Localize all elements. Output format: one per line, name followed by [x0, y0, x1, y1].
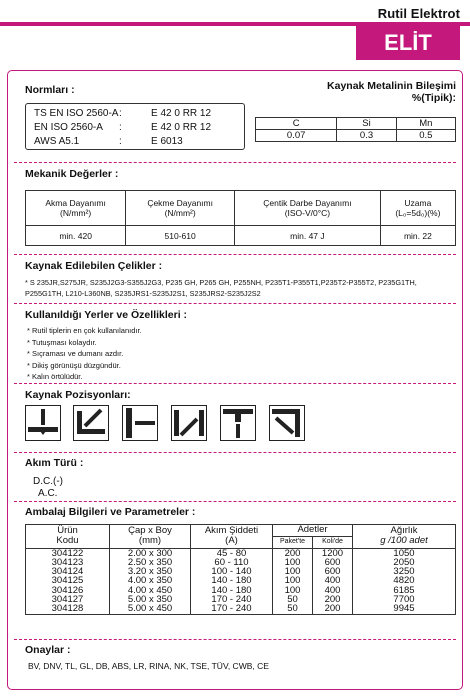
norm-row — [34, 121, 239, 134]
usage-item: * Tutuşması kolaydır. — [27, 337, 97, 347]
table-cell: 5.00 x 350 — [110, 595, 191, 604]
section-divider — [14, 303, 456, 304]
norm-value: E 42 0 RR 12 — [151, 108, 212, 119]
composition-table — [255, 117, 456, 142]
mechanical-header-row — [26, 191, 456, 226]
norm-separator: : — [119, 122, 122, 133]
table-cell: 4820 — [353, 576, 456, 585]
composition-header-row — [256, 118, 456, 130]
mechanical-header-elongation: Uzama (L₀=5d₀)(%) — [380, 191, 455, 226]
table-cell: 2050 — [353, 558, 456, 567]
table-cell: 2.00 x 300 — [110, 548, 191, 558]
positions-title: Kaynak Pozisyonları: — [25, 389, 131, 401]
table-cell: 304123 — [26, 558, 110, 567]
section-divider — [14, 254, 456, 255]
table-cell: 5.00 x 450 — [110, 604, 191, 614]
section-divider — [14, 383, 456, 384]
mechanical-value-elongation: min. 22 — [380, 226, 455, 246]
table-cell: 6185 — [353, 586, 456, 595]
table-cell: 4.00 x 350 — [110, 576, 191, 585]
section-divider — [14, 501, 456, 502]
table-cell: 304125 — [26, 576, 110, 585]
norm-row — [34, 135, 239, 148]
brand-label: ELİT — [356, 26, 460, 60]
table-cell: 200 — [313, 595, 353, 604]
mechanical-table — [25, 190, 456, 246]
vertical-position-icon — [122, 405, 158, 441]
mechanical-header-tensile: Çekme Dayanımı (N/mm²) — [126, 191, 235, 226]
packaging-header-row — [26, 525, 456, 537]
table-cell: 304126 — [26, 586, 110, 595]
composition-value-mn: 0.5 — [396, 130, 455, 142]
norms-box — [25, 103, 245, 150]
table-cell: 100 — [273, 576, 313, 585]
table-cell: 9945 — [353, 604, 456, 614]
usage-item: * Rutil tiplerin en çok kullanılanıdır. — [27, 326, 142, 335]
table-cell: 200 — [313, 604, 353, 614]
table-cell: 140 - 180 — [191, 576, 273, 585]
horizontal-position-icon — [171, 405, 207, 441]
table-cell: 50 — [273, 604, 313, 614]
header-qty-box: Koli'de — [313, 537, 353, 549]
table-cell: 3.20 x 350 — [110, 567, 191, 576]
section-divider — [14, 639, 456, 640]
table-cell: 60 - 110 — [191, 558, 273, 567]
norm-value: E 42 0 RR 12 — [151, 122, 212, 133]
table-cell: 50 — [273, 595, 313, 604]
table-cell: 400 — [313, 576, 353, 585]
mechanical-value-tensile: 510-610 — [126, 226, 235, 246]
mechanical-value-impact: min. 47 J — [235, 226, 381, 246]
section-divider — [14, 162, 456, 163]
current-title: Akım Türü : — [25, 457, 84, 469]
usage-item: * Sıçraması ve dumanı azdır. — [27, 349, 124, 358]
table-cell: 304128 — [26, 604, 110, 614]
table-cell: 140 - 180 — [191, 586, 273, 595]
table-cell: 4.00 x 450 — [110, 586, 191, 595]
approvals-title: Onaylar : — [25, 644, 71, 656]
composition-header-c: C — [256, 118, 337, 130]
norm-standard: TS EN ISO 2560-A — [34, 108, 119, 119]
mechanical-header-yield: Akma Dayanımı (N/mm²) — [26, 191, 126, 226]
mechanical-value-yield: min. 420 — [26, 226, 126, 246]
steels-title: Kaynak Edilebilen Çelikler : — [25, 260, 163, 272]
table-cell: 304127 — [26, 595, 110, 604]
flat-position-icon — [25, 405, 61, 441]
overhead-position-icon — [269, 405, 305, 441]
header-size: Çap x Boy (mm) — [110, 525, 191, 549]
table-cell: 304124 — [26, 567, 110, 576]
packaging-table — [25, 524, 456, 615]
section-divider — [14, 452, 456, 453]
table-cell: 7700 — [353, 595, 456, 604]
overhead-fillet-position-icon — [220, 405, 256, 441]
table-row — [26, 604, 456, 614]
steels-list-text: * S 235JR,S275JR, S235J2G3-S355J2G3, P235 GH, P265 GH, P255NH, P235T1-P355T1,P235T2-P355T2, P235G1TH, P255G1TH, L210-L360NB, S235JRS1-S235J2S1, S235JRS2-S235J2S2 — [25, 278, 417, 298]
table-cell: 600 — [313, 558, 353, 567]
mechanical-header-impact: Çentik Darbe Dayanımı (ISO-V/0°C) — [235, 191, 381, 226]
table-cell: 2.50 x 350 — [110, 558, 191, 567]
usage-list — [27, 325, 142, 383]
norm-row — [34, 107, 239, 120]
mechanical-title: Mekanik Değerler : — [25, 168, 119, 180]
header-current: Akım Şiddeti (A) — [191, 525, 273, 549]
product-type-title: Rutil Elektrot — [377, 6, 460, 21]
current-ac: A.C. — [38, 488, 58, 499]
header-product-code: Ürün Kodu — [26, 525, 110, 549]
header-qty-pack: Paket'te — [273, 537, 313, 549]
composition-value-row — [256, 130, 456, 142]
header-weight: Ağırlık g /100 adet — [353, 525, 456, 549]
usage-item: * Dikiş görünüşü düzgündür. — [27, 360, 121, 370]
table-cell: 100 — [273, 558, 313, 567]
approvals-list: BV, DNV, TL, GL, DB, ABS, LR, RINA, NK, TSE, TÜV, CWB, CE — [28, 661, 269, 671]
header-quantities: Adetler — [273, 525, 353, 537]
norm-value: E 6013 — [151, 136, 183, 147]
composition-header-si: Si — [337, 118, 396, 130]
table-cell: 170 - 240 — [191, 595, 273, 604]
composition-title-line1: Kaynak Metalinin Bileşimi — [327, 80, 456, 92]
table-cell: 170 - 240 — [191, 604, 273, 614]
norm-separator: : — [119, 136, 122, 147]
norms-title: Normları : — [25, 84, 75, 96]
composition-value-si: 0.3 — [337, 130, 396, 142]
table-cell: 1200 — [313, 548, 353, 558]
composition-header-mn: Mn — [396, 118, 455, 130]
table-cell: 45 - 80 — [191, 548, 273, 558]
composition-value-c: 0.07 — [256, 130, 337, 142]
table-cell: 3250 — [353, 567, 456, 576]
table-cell: 400 — [313, 586, 353, 595]
norm-separator: : — [119, 108, 122, 119]
composition-title-line2: %(Tipik): — [411, 92, 456, 104]
table-cell: 600 — [313, 567, 353, 576]
horizontal-fillet-position-icon — [73, 405, 109, 441]
table-cell: 100 — [273, 567, 313, 576]
usage-title: Kullanıldığı Yerler ve Özellikleri : — [25, 309, 188, 321]
composition-title — [266, 80, 456, 104]
table-cell: 100 - 140 — [191, 567, 273, 576]
table-cell: 1050 — [353, 548, 456, 558]
mechanical-value-row — [26, 226, 456, 246]
current-dc: D.C.(-) — [33, 476, 63, 487]
norm-standard: EN ISO 2560-A — [34, 122, 103, 133]
usage-item: * Kalın örtülüdür. — [27, 372, 83, 381]
table-cell: 304122 — [26, 548, 110, 558]
table-cell: 200 — [273, 548, 313, 558]
packaging-title: Ambalaj Bilgileri ve Parametreler : — [25, 506, 196, 518]
table-cell: 100 — [273, 586, 313, 595]
norm-standard: AWS A5.1 — [34, 136, 80, 147]
